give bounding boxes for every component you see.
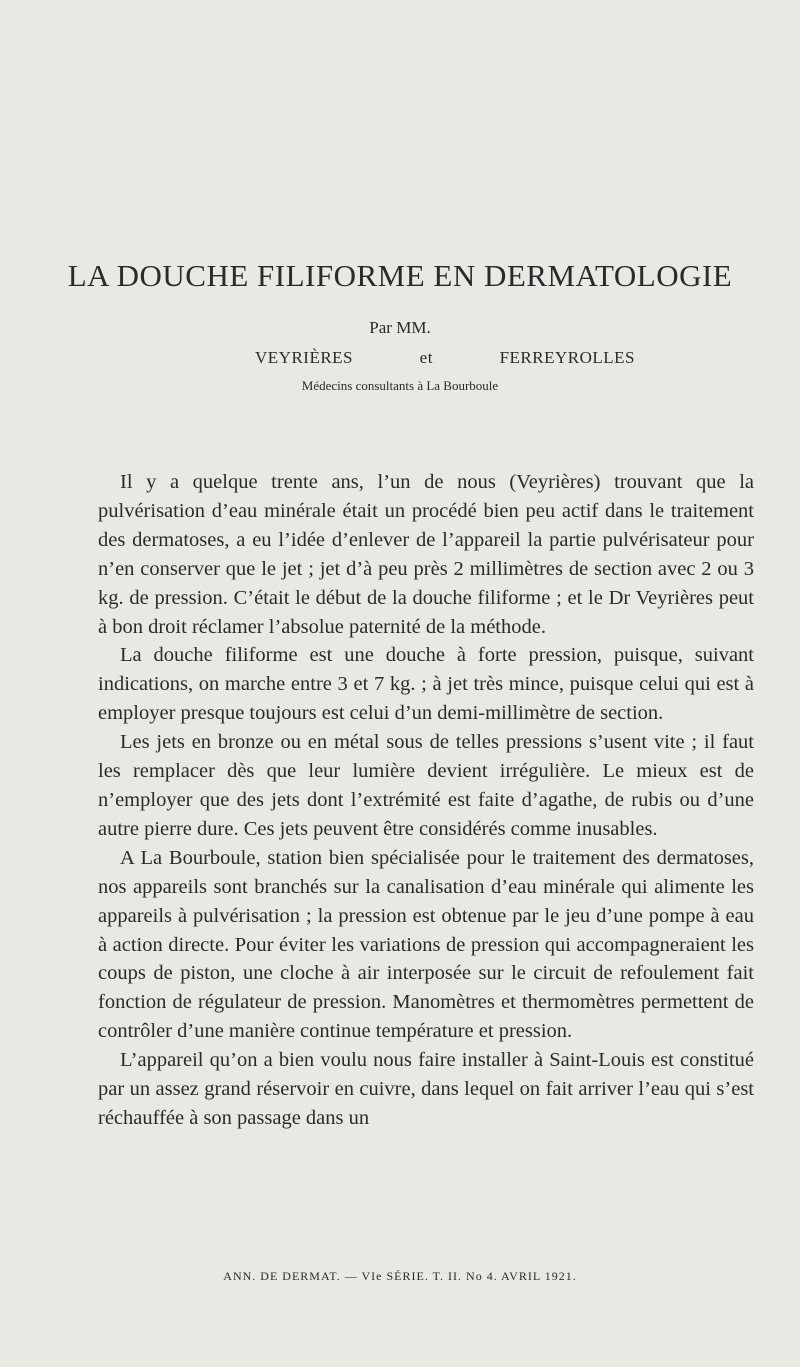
- author-2: FERREYROLLES: [499, 348, 635, 367]
- paragraph-5: L’appareil qu’on a bien voulu nous faire installer à Saint-Louis est constitué par un assez grand réservoir en cuivre, dans lequel on fait arriver l’eau qui s’est réchauffée à son passage dans un: [98, 1049, 754, 1129]
- article-body: [98, 468, 754, 1133]
- by-line: Par MM.: [369, 318, 431, 337]
- author-1: VEYRIÈRES: [255, 348, 353, 367]
- affiliation: Médecins consultants à La Bourboule: [301, 378, 499, 393]
- journal-footer: ANN. DE DERMAT. — VIe SÉRIE. T. II. No 4. AVRIL 1921.: [223, 1269, 577, 1283]
- paragraph-4: A La Bourboule, station bien spécialisée pour le traitement des dermatoses, nos appareils sont branchés sur la canalisation d’eau minérale qui alimente les appareils à pulvérisation ; la pression est obtenue par le jeu d’une pompe à eau à action directe. Pour éviter les variations de pression qui accompagneraient les coups de piston, une cloche à air interposée sur le circuit de refoulement fait fonction de régulateur de pression. Manomètres et thermomètres permettent de contrôler d’une manière continue température et pression.: [98, 846, 754, 1043]
- paragraph-2: La douche filiforme est une douche à forte pression, puisque, suivant indications, on marche entre 3 et 7 kg. ; à jet très mince, puisque celui qui est à employer presque toujours est celui d’un demi-millimètre de section.: [98, 644, 754, 725]
- paragraph-1: Il y a quelque trente ans, l’un de nous (Veyrières) trouvant que la pulvérisation d’eau minérale était un procédé bien peu actif dans le traitement des dermatoses, a eu l’idée d’enlever de l’appareil la partie pulvérisateur pour n’en conserver que le jet ; jet d’à peu près 2 millimètres de section avec 2 ou 3 kg. de pression. C’était le début de la douche filiforme ; et le Dr Veyrières peut à bon droit réclamer l’absolue paternité de la méthode.: [98, 471, 754, 638]
- article-title: LA DOUCHE FILIFORME EN DERMATOLOGIE: [67, 258, 733, 293]
- author-conjunction: et: [419, 348, 433, 367]
- paragraph-3: Les jets en bronze ou en métal sous de telles pressions s’usent vite ; il faut les remplacer dès que leur lumière devient irrégulière. Le mieux est de n’employer que des jets dont l’extrémité est faite d’agathe, de rubis ou d’une autre pierre dure. Ces jets peuvent être considérés comme inusables.: [98, 731, 754, 840]
- authors-line: [255, 348, 635, 368]
